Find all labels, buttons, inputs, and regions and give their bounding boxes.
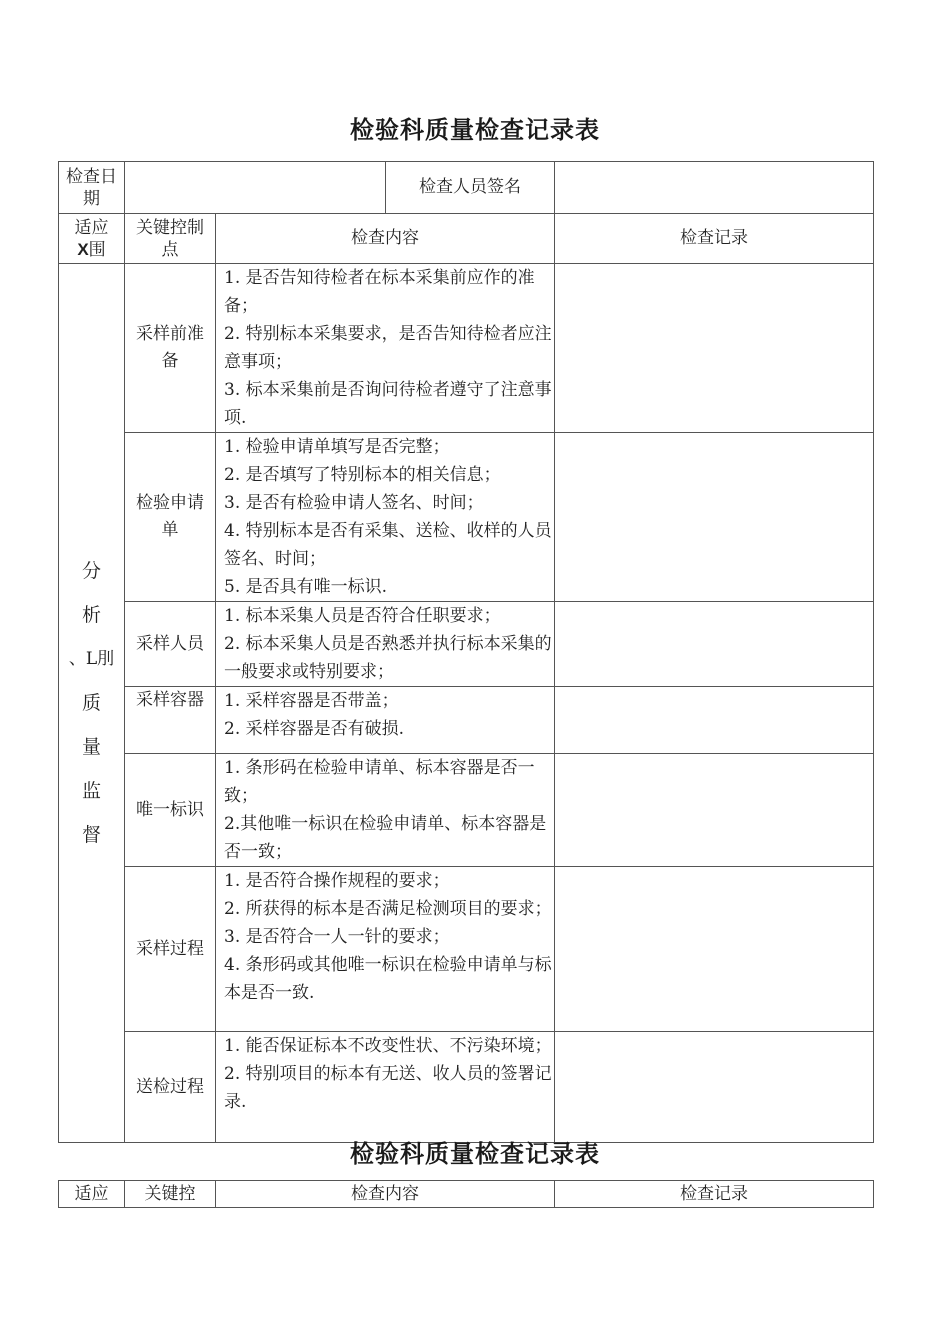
page-title: 检验科质量检查记录表 (350, 116, 600, 144)
content-cell (216, 433, 555, 602)
content-cell (216, 1032, 555, 1143)
content-item: 1. 条形码在检验申请单、标本容器是否一致； (224, 758, 535, 806)
table-row (59, 867, 874, 1032)
content-item: 4. 条形码或其他唯一标识在检验申请单与标本是否一致. (224, 955, 552, 1003)
table-row (59, 602, 874, 687)
inspector-label: 检查人员签名 (386, 162, 555, 214)
record-cell[interactable] (555, 1032, 874, 1143)
content-item: 2. 标本采集人员是否熟悉并执行标本采集的一般要求或特别要求； (224, 634, 552, 682)
content-item: 2. 特别标本采集要求，是否告知待检者应注意事项； (224, 324, 552, 372)
content-item: 1. 是否符合操作规程的要求； (224, 871, 450, 891)
keypoint-cell: 采样过程 (125, 867, 216, 1032)
content-item: 3. 标本采集前是否询问待检者遵守了注意事项. (224, 380, 552, 428)
content-item: 1. 检验申请单填写是否完整； (224, 437, 450, 457)
page2-scope-header: 适应 (59, 1181, 125, 1208)
content-header: 检查内容 (216, 214, 555, 264)
keypoint-cell: 采样人员 (125, 602, 216, 687)
scope-char: 监 (81, 780, 101, 802)
content-item: 3. 是否有检验申请人签名、时间； (224, 493, 484, 513)
content-item: 1. 能否保证标本不改变性状、不污染环境； (224, 1036, 552, 1056)
content-item: 2. 特别项目的标本有无送、收人员的签署记录. (224, 1064, 552, 1112)
content-item: 5. 是否具有唯一标识. (224, 577, 388, 597)
table-row (59, 433, 874, 602)
record-cell[interactable] (555, 602, 874, 687)
keypoint-cell: 送检过程 (125, 1032, 216, 1143)
record-cell[interactable] (555, 687, 874, 754)
content-item: 1. 是否告知待检者在标本采集前应作的准备； (224, 268, 535, 316)
content-item: 2. 采样容器是否有破损. (224, 719, 405, 739)
scope-char: 分 (81, 560, 101, 582)
table-row (59, 754, 874, 867)
page2-table-header (58, 1180, 874, 1208)
scope-label-2: 围 (88, 239, 106, 260)
keypoint-cell: 检验申请单 (125, 433, 216, 602)
content-cell (216, 687, 555, 754)
content-item: 1. 标本采集人员是否符合任职要求； (224, 606, 501, 626)
keypoint-cell: 采样容器 (125, 687, 216, 754)
record-cell[interactable] (555, 754, 874, 867)
content-cell (216, 867, 555, 1032)
record-cell[interactable] (555, 264, 874, 433)
content-item: 2.其他唯一标识在检验申请单、标本容器是否一致； (224, 814, 547, 862)
keypoint-cell: 采样前准备 (125, 264, 216, 433)
record-cell[interactable] (555, 433, 874, 602)
page2-content-header: 检查内容 (216, 1181, 555, 1208)
scope-char: 质 (81, 692, 101, 714)
scope-char: 析 (81, 604, 101, 626)
inspection-table (58, 161, 874, 1143)
page2-keypoint-header: 关键控 (125, 1181, 216, 1208)
scope-cell (59, 264, 125, 1143)
table-row (59, 1032, 874, 1143)
table-row (59, 264, 874, 433)
scope-label-1: 适应 (74, 217, 109, 238)
date-label: 检查日期 (59, 162, 125, 214)
page2-record-header: 检查记录 (555, 1181, 874, 1208)
content-item: 2. 是否填写了特别标本的相关信息； (224, 465, 501, 485)
keypoint-cell: 唯一标识 (125, 754, 216, 867)
page2-title: 检验科质量检查记录表 (350, 1140, 600, 1168)
date-field[interactable] (125, 162, 386, 214)
content-item: 4. 特别标本是否有采集、送检、收样的人员签名、时间； (224, 521, 552, 569)
scope-header (59, 214, 125, 264)
scope-char: 督 (81, 824, 101, 846)
scope-label-x: X (77, 239, 89, 259)
content-item: 2. 所获得的标本是否满足检测项目的要求； (224, 899, 552, 919)
content-item: 3. 是否符合一人一针的要求； (224, 927, 450, 947)
content-cell (216, 602, 555, 687)
record-cell[interactable] (555, 867, 874, 1032)
content-cell (216, 754, 555, 867)
table-row (59, 687, 874, 754)
record-header: 检查记录 (555, 214, 874, 264)
inspector-signature-field[interactable] (555, 162, 874, 214)
content-cell (216, 264, 555, 433)
scope-char: 、L刖 (68, 649, 115, 669)
content-item: 1. 采样容器是否带盖； (224, 691, 399, 711)
scope-char: 量 (81, 736, 101, 758)
keypoint-header: 关键控制点 (125, 214, 216, 264)
